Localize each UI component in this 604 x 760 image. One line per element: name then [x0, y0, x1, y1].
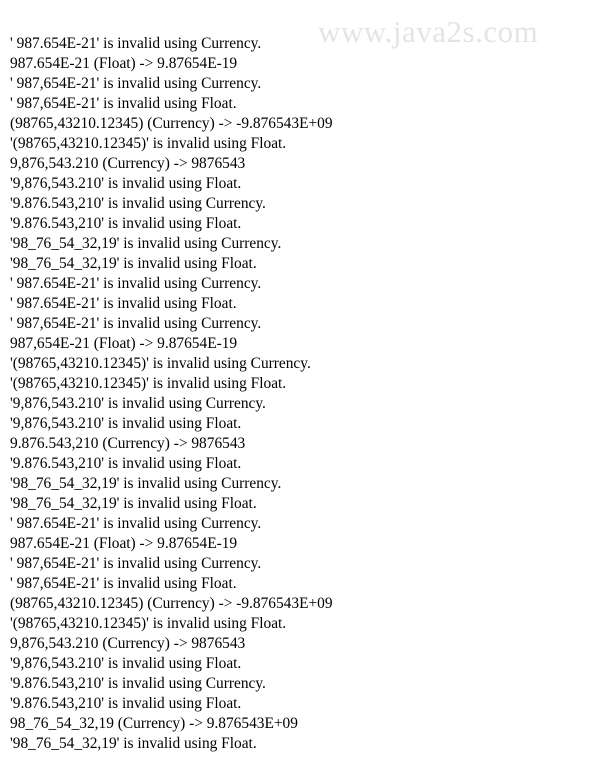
- output-line: '9.876.543,210' is invalid using Float.: [10, 695, 242, 712]
- output-line: ' 987.654E-21' is invalid using Currency.: [10, 275, 262, 292]
- output-line: 987.654E-21 (Float) -> 9.87654E-19: [10, 55, 238, 72]
- output-line: 987.654E-21 (Float) -> 9.87654E-19: [10, 535, 238, 552]
- output-line: 987,654E-21 (Float) -> 9.87654E-19: [10, 335, 238, 352]
- output-line: '98_76_54_32,19' is invalid using Float.: [10, 255, 257, 272]
- output-line: '(98765,43210.12345)' is invalid using Currency.: [10, 355, 311, 372]
- output-line: ' 987,654E-21' is invalid using Currency.: [10, 555, 262, 572]
- output-line: '9.876.543,210' is invalid using Currency.: [10, 195, 266, 212]
- output-line: ' 987.654E-21' is invalid using Float.: [10, 295, 237, 312]
- output-line: '9,876,543.210' is invalid using Float.: [10, 415, 242, 432]
- output-line: ' 987,654E-21' is invalid using Float.: [10, 575, 237, 592]
- output-line: '(98765,43210.12345)' is invalid using Float.: [10, 135, 287, 152]
- output-line: '98_76_54_32,19' is invalid using Float.: [10, 495, 257, 512]
- output-line: '9,876,543.210' is invalid using Float.: [10, 655, 242, 672]
- output-line: '9.876.543,210' is invalid using Float.: [10, 215, 242, 232]
- output-line: '98_76_54_32,19' is invalid using Currency.: [10, 475, 282, 492]
- output-line: 9.876.543,210 (Currency) -> 9876543: [10, 435, 246, 452]
- output-line: '(98765,43210.12345)' is invalid using Float.: [10, 375, 287, 392]
- output-line: 98_76_54_32,19 (Currency) -> 9.876543E+09: [10, 715, 298, 732]
- output-line: (98765,43210.12345) (Currency) -> -9.876543E+09: [10, 595, 333, 612]
- output-line: '98_76_54_32,19' is invalid using Float.: [10, 735, 257, 752]
- output-line: ' 987,654E-21' is invalid using Currency.: [10, 75, 262, 92]
- output-line: ' 987.654E-21' is invalid using Currency.: [10, 35, 262, 52]
- output-line: 9,876,543.210 (Currency) -> 9876543: [10, 635, 246, 652]
- watermark-text: www.java2s.com: [318, 14, 539, 49]
- output-line: ' 987,654E-21' is invalid using Currency.: [10, 315, 262, 332]
- output-line: ' 987.654E-21' is invalid using Currency.: [10, 515, 262, 532]
- output-line: '9.876.543,210' is invalid using Float.: [10, 455, 242, 472]
- output-line: '9,876,543.210' is invalid using Currency.: [10, 395, 266, 412]
- output-line: '9.876.543,210' is invalid using Currency.: [10, 675, 266, 692]
- output-line: '98_76_54_32,19' is invalid using Currency.: [10, 235, 282, 252]
- console-output: [10, 34, 333, 754]
- output-line: (98765,43210.12345) (Currency) -> -9.876543E+09: [10, 115, 333, 132]
- output-line: '(98765,43210.12345)' is invalid using Float.: [10, 615, 287, 632]
- output-line: ' 987,654E-21' is invalid using Float.: [10, 95, 237, 112]
- output-line: '9,876,543.210' is invalid using Float.: [10, 175, 242, 192]
- output-line: 9,876,543.210 (Currency) -> 9876543: [10, 155, 246, 172]
